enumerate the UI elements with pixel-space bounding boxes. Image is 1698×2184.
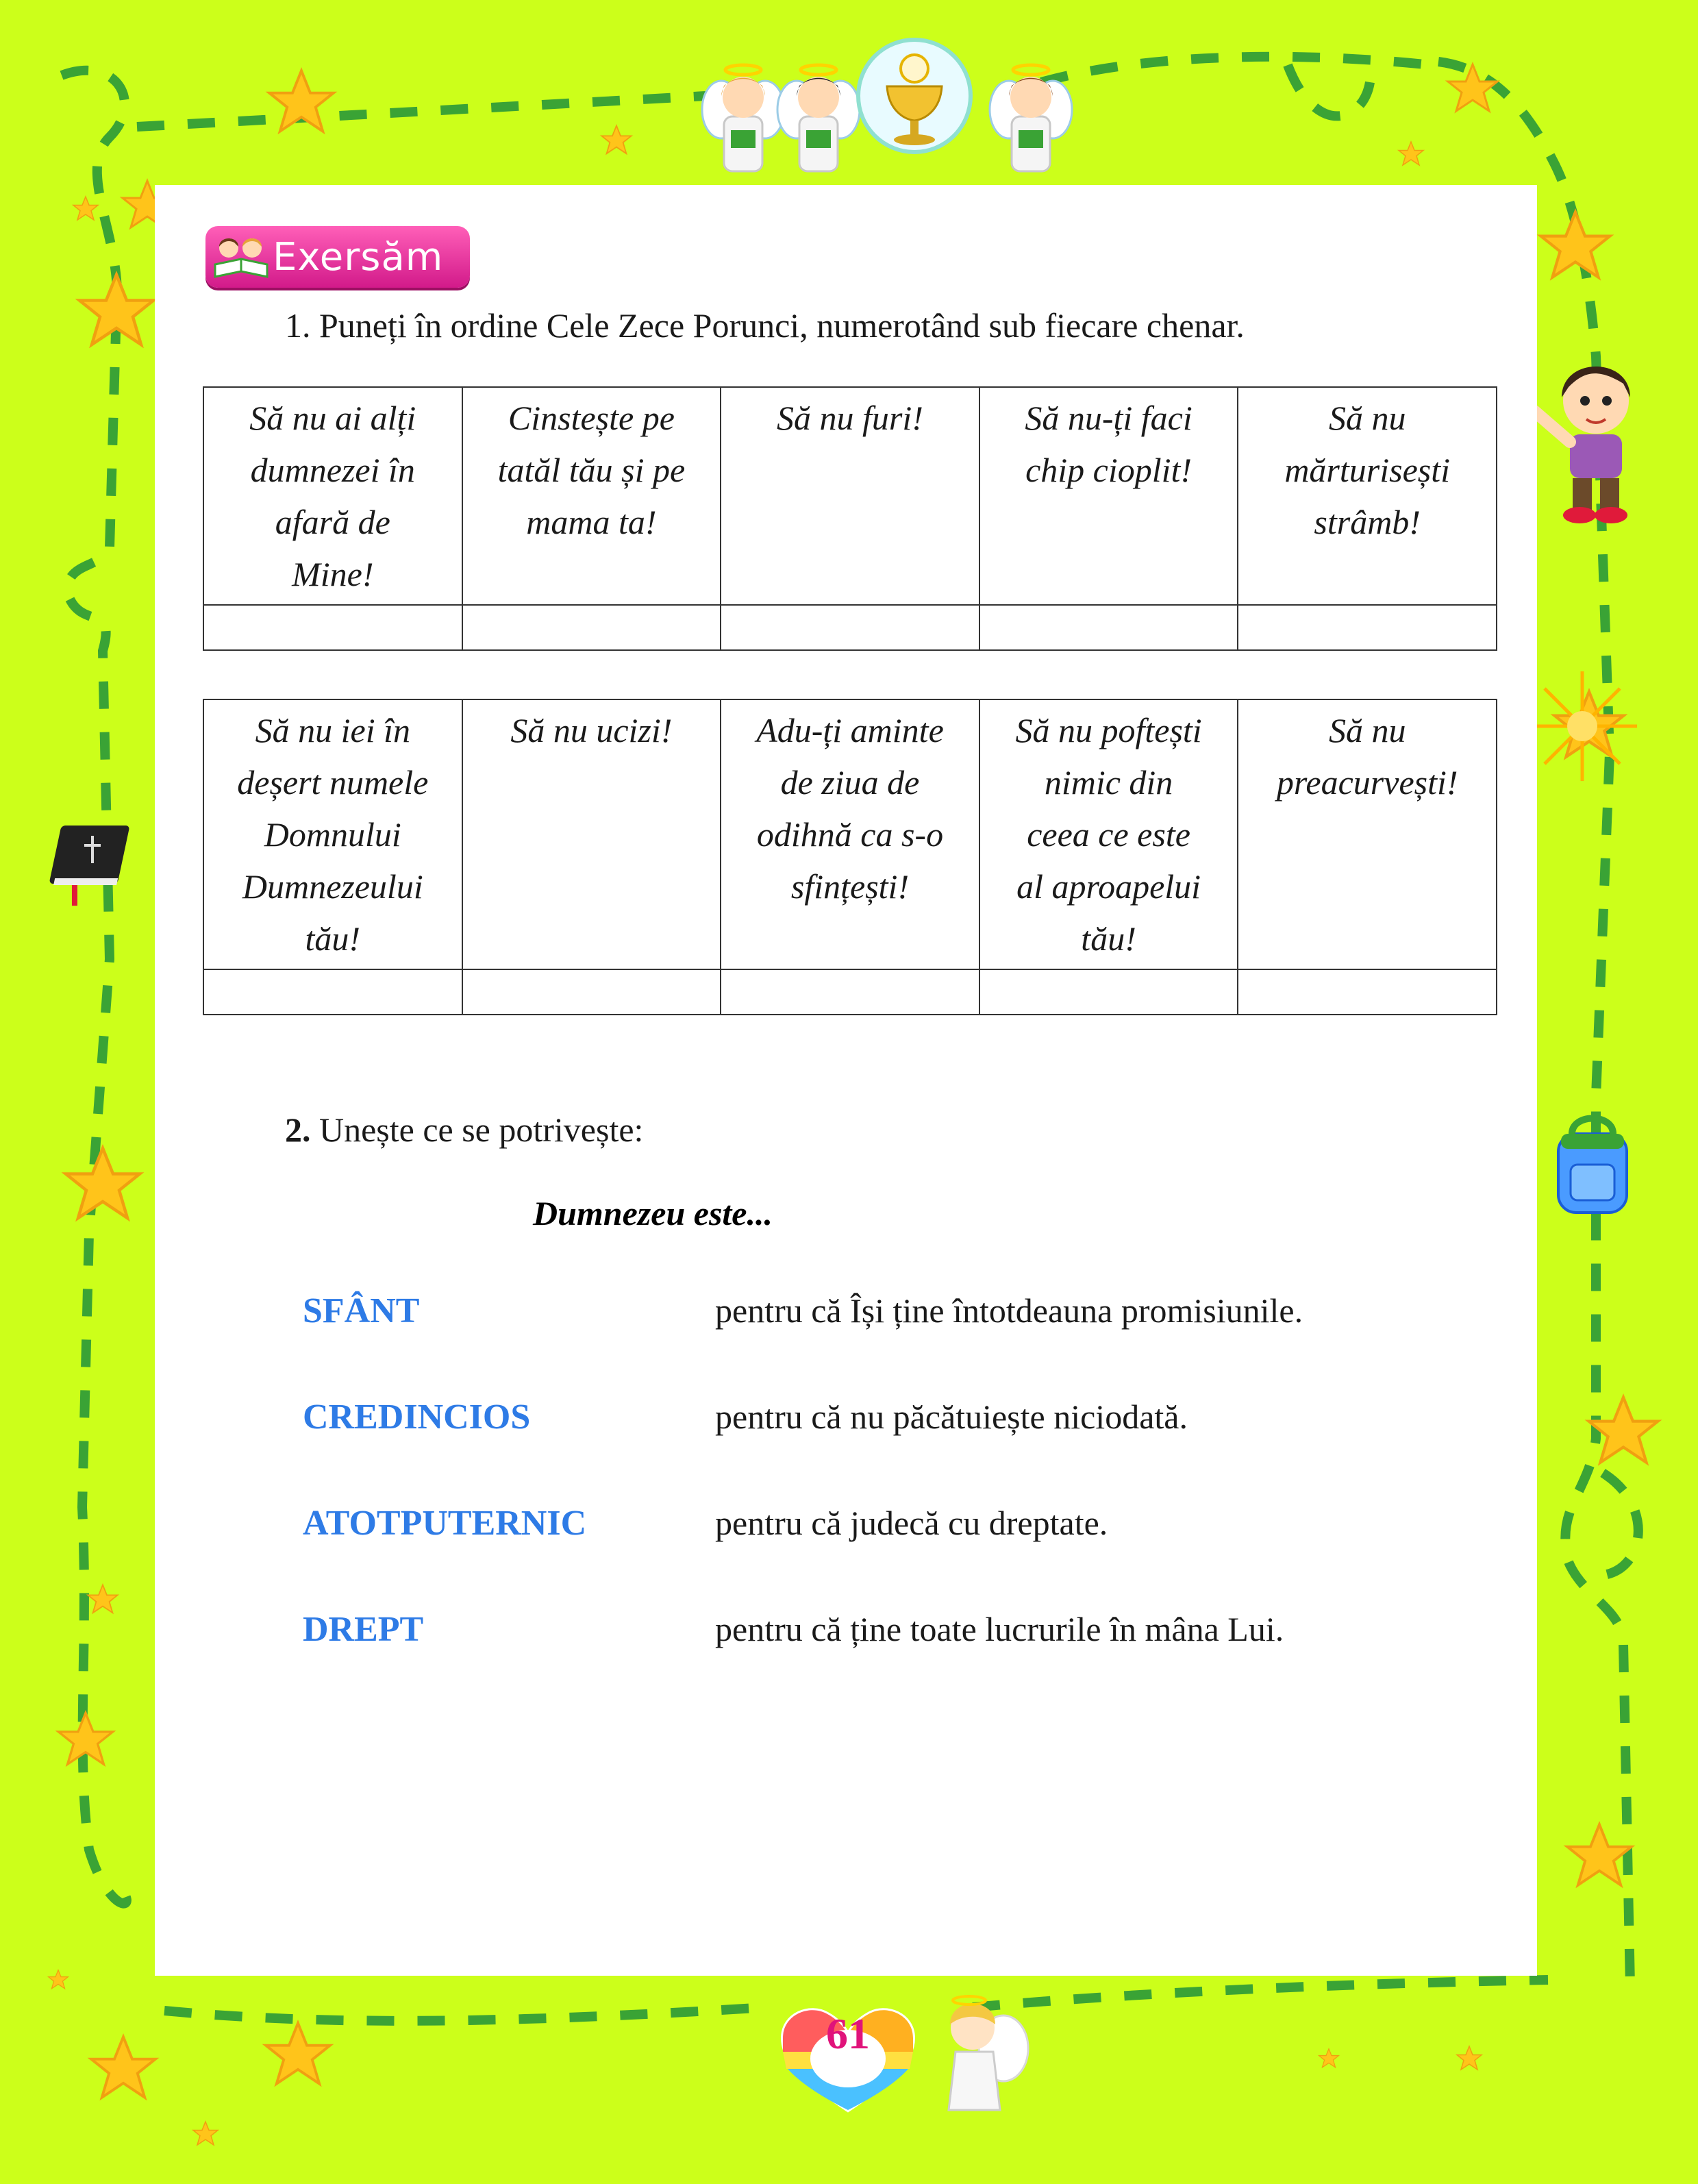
match-right-item[interactable]: pentru că ține toate lucrurile în mâna Lui. [715,1610,1284,1648]
number-answer-cell[interactable] [979,969,1238,1015]
bible-icon [49,826,129,906]
commandment-cell [979,699,1238,969]
text-line: Să nu poftești [1015,711,1202,749]
exercise-1-instruction-text: 1. Puneți în ordine Cele Zece Porunci, numerotând sub fiecare chenar. [285,306,1245,345]
text-line: Cinstește pe [508,399,675,437]
exercise-2-subtitle: Dumnezeu este... [533,1194,773,1232]
text-line: deșert numele [237,763,429,802]
number-answer-cell[interactable] [203,605,462,650]
text-line: Mine! [292,555,374,593]
text-line: afară de [275,503,390,541]
text-line: strâmb! [1314,503,1421,541]
text-line: nimic din [1044,763,1173,802]
commandment-cell [462,699,721,969]
match-left-item[interactable]: ATOTPUTERNIC [303,1504,587,1543]
text-line: odihnă ca s-o [756,815,944,854]
text-line: mama ta! [526,503,657,541]
number-answer-cell[interactable] [1238,969,1497,1015]
commandment-cell [462,387,721,605]
angel-icon [702,65,784,171]
text-line: al aproapelui [1016,867,1201,906]
text-line: sfințești! [790,867,910,906]
chalice-icon [858,40,971,152]
children-reading-icon [211,233,271,281]
match-right-item[interactable]: pentru că nu păcătuiește niciodată. [715,1398,1188,1436]
commandment-cell [1238,699,1497,969]
text-line: Să nu iei în [255,711,410,749]
table-row [203,699,1497,969]
text-line: tău! [305,919,361,958]
page-number: 61 [826,2009,870,2058]
text-line: Adu-ți aminte [756,711,944,749]
exercise-2-number: 2. [285,1110,311,1149]
sparkle-icon [1527,671,1637,781]
exercise-2-instruction [285,1110,643,1150]
text-line: Dumnezeului [242,867,423,906]
table-row [203,605,1497,650]
exercise-badge [205,226,470,288]
number-answer-cell[interactable] [203,969,462,1015]
match-left-item[interactable]: DREPT [303,1610,424,1649]
commandment-cell [721,699,979,969]
text-line: preacurvești! [1276,763,1458,802]
number-answer-cell[interactable] [979,605,1238,650]
text-line: de ziua de [780,763,920,802]
boy-icon [1534,367,1630,523]
number-answer-cell[interactable] [721,605,979,650]
text-line: dumnezei în [250,451,415,489]
text-line: Să nu [1328,711,1406,749]
match-right-item[interactable]: pentru că judecă cu dreptate. [715,1504,1108,1542]
exercise-2-instruction-text: Unește ce se potrivește: [310,1110,644,1149]
text-line: Domnului [264,815,401,854]
badge-label: Exersăm [273,234,444,280]
number-answer-cell[interactable] [462,605,721,650]
text-line: Să nu-ți faci [1025,399,1193,437]
text-line: tatăl tău și pe [497,451,686,489]
text-line: ceea ce este [1027,815,1190,854]
text-line: tău! [1081,919,1136,958]
number-answer-cell[interactable] [721,969,979,1015]
text-line: mărturisești [1284,451,1451,489]
commandment-cell [203,387,462,605]
match-left-item[interactable]: CREDINCIOS [303,1398,531,1437]
text-line: Să nu furi! [777,399,923,437]
commandment-cell [979,387,1238,605]
text-line: Să nu ucizi! [510,711,673,749]
angel-icon [777,65,860,171]
exercise-1-instruction [285,306,1245,345]
commandments-table-1 [203,386,1497,651]
table-row [203,969,1497,1015]
commandments-table-2 [203,699,1497,1015]
match-left-item[interactable]: SFÂNT [303,1291,420,1330]
commandment-cell [721,387,979,605]
backpack-icon [1558,1119,1627,1213]
match-right-item[interactable]: pentru că Își ține întotdeauna promisiunile. [715,1291,1303,1330]
commandment-cell [1238,387,1497,605]
text-line: chip cioplit! [1025,451,1193,489]
praying-angel-icon [949,1996,1028,2110]
number-answer-cell[interactable] [462,969,721,1015]
text-line: Să nu ai alți [249,399,416,437]
table-row [203,387,1497,605]
commandment-cell [203,699,462,969]
number-answer-cell[interactable] [1238,605,1497,650]
text-line: Să nu [1328,399,1406,437]
